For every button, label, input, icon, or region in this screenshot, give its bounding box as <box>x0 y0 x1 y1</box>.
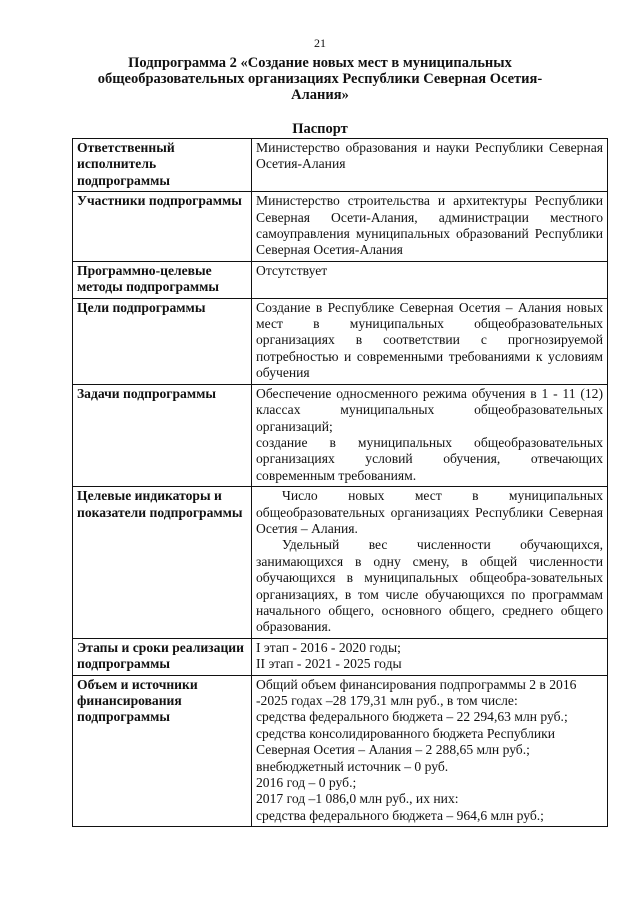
value-paragraph: Отсутствует <box>256 262 328 278</box>
value-paragraph: I этап - 2016 - 2020 годы; <box>256 639 401 655</box>
row-value <box>252 192 608 262</box>
row-value <box>252 298 608 384</box>
value-paragraph: Число новых мест в муниципальных общеобразовательных организациях Республики Северная Осетия – Алания. <box>256 488 603 536</box>
value-paragraph: Обеспечение односменного режима обучения в 1 - 11 (12) классах муниципальных общеобразовательных организаций; <box>256 385 603 434</box>
row-label: Целевые индикаторы и показатели подпрограммы <box>73 487 252 639</box>
row-value <box>252 487 608 639</box>
row-value <box>252 675 608 827</box>
row-label: Задачи подпрограммы <box>73 384 252 486</box>
value-paragraph: Создание в Республике Северная Осетия – Алания новых мест в муниципальных общеобразовательных организациях в соответствии с прогнозируемой потребностью и современными требованиями к условиям обучения <box>256 299 603 381</box>
table-row <box>73 487 608 639</box>
table-row <box>73 192 608 262</box>
table-row <box>73 298 608 384</box>
value-paragraph: Удельный вес численности обучающихся, занимающихся в одну смену, в общей численности обучающихся в муниципальных общеобра-зовательных организациях, в том числе обучающихся по программам начального общего, основного общего, среднего общего образования. <box>256 537 603 635</box>
row-value <box>252 261 608 298</box>
row-value <box>252 139 608 192</box>
table-row <box>73 139 608 192</box>
value-paragraph: Министерство образования и науки Республики Северная Осетия-Алания <box>256 140 603 172</box>
value-paragraph: 2016 год – 0 руб.; <box>256 775 357 791</box>
value-paragraph: внебюджетный источник – 0 руб. <box>256 758 449 774</box>
value-paragraph: II этап - 2021 - 2025 годы <box>256 656 402 672</box>
table-row <box>73 261 608 298</box>
value-paragraph: Министерство строительства и архитектуры Республики Северная Осети-Алания, администрации местного самоуправления муниципальных образований Республики Северная Осетия-Алания <box>256 193 603 258</box>
passport-heading: Паспорт <box>292 121 348 137</box>
table-row <box>73 675 608 827</box>
value-paragraph: 2017 год –1 086,0 млн руб., их них: <box>256 791 459 807</box>
value-paragraph: Общий объем финансирования подпрограммы 2 в 2016 -2025 годах –28 179,31 млн руб., в том числе: <box>256 676 577 708</box>
table-row <box>73 638 608 675</box>
document-title: Подпрограмма 2 «Создание новых мест в муниципальных общеобразовательных организациях Республики Северная Осетия-Алания» <box>97 55 543 103</box>
row-label: Этапы и сроки реализации подпрограммы <box>73 638 252 675</box>
row-value <box>252 638 608 675</box>
row-label: Цели подпрограммы <box>73 298 252 384</box>
row-label: Объем и источники финансирования подпрограммы <box>73 675 252 827</box>
page-number: 21 <box>314 36 326 50</box>
value-paragraph: средства федерального бюджета – 22 294,63 млн руб.; <box>256 709 568 725</box>
row-label: Программно-целевые методы подпрограммы <box>73 261 252 298</box>
value-paragraph: создание в муниципальных общеобразовательных организациях условий обучения, отвечающих современным требованиям. <box>256 434 603 483</box>
value-paragraph: средства консолидированного бюджета Республики Северная Осетия – Алания – 2 288,65 млн руб.; <box>256 725 556 758</box>
passport-table <box>72 138 608 827</box>
row-value <box>252 384 608 486</box>
row-label: Участники подпрограммы <box>73 192 252 262</box>
value-paragraph: средства федерального бюджета – 964,6 млн руб.; <box>256 807 544 823</box>
table-row <box>73 384 608 486</box>
row-label: Ответственный исполнитель подпрограммы <box>73 139 252 192</box>
